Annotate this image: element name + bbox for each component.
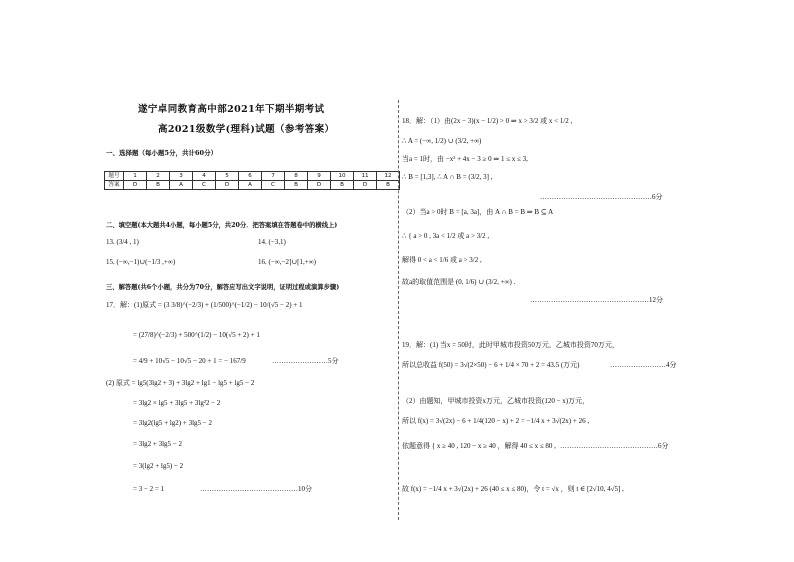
q19-line-1: 19．解：(1) 当x = 50时，此时甲城市投资50万元，乙城市投资70万元， [402,341,619,349]
section-solve-heading: 三、解答题(共6个小题，共分为70分，解答应写出文字说明，证明过程或演算步骤) [106,284,340,291]
q17-line-6: = 3lg2(lg5 + lg2) + 3lg5 − 2 [133,419,212,427]
table-row [105,181,400,190]
table-cell: D [354,181,377,190]
table-cell: A [170,181,193,190]
table-cell: 10 [331,172,354,181]
table-cell: D [124,181,147,190]
table-cell: 9 [308,172,331,181]
q19-line-4: 所以 f(x) = 3√(2x) − 6 + 1/4(120 − x) + 2 = −1/4 x + 3√(2x) + 26 , [402,417,590,425]
table-cell: 3 [170,172,193,181]
q17-line-7: = 3lg2 + 3lg5 − 2 [133,440,182,448]
table-cell: 6 [239,172,262,181]
answer-14: 14. (−3,1) [258,238,286,246]
section-fill-heading: 二、填空题(本大题共4小题，每小题5分，共20分．把答案填在答题卷中的横线上) [106,222,338,229]
q17-line-8: = 3(lg2 + lg5) − 2 [133,462,184,470]
table-cell: 2 [147,172,170,181]
answer-15: 15. (−∞,−1)∪(−1/3 ,+∞) [106,258,176,266]
table-cell: D [308,181,331,190]
q18-line-2: ∴ A = (−∞, 1/2) ∪ (3/2, +∞) [402,137,482,145]
table-cell: B [331,181,354,190]
table-cell: 8 [285,172,308,181]
section-choice-heading: 一、选择题（每小题5分，共计60分） [106,149,218,157]
table-cell: A [239,181,262,190]
answer-table [104,171,400,190]
table-cell: 7 [262,172,285,181]
table-cell: C [193,181,216,190]
q19-dots-6: ……………………………………6分 [560,442,669,450]
q17-line-2: = (27/8)^(−2/3) + 500^(1/2) − 10(√5 + 2) + 1 [133,331,260,339]
q17-line-1: 17．解：(1)原式 = (3 3/8)^(−2/3) + (1/500)^(−1/2) − 10/(√5 − 2) + 1 [106,301,303,309]
q17-line-5: = 3lg2 × lg5 + 3lg5 + 3lg²2 − 2 [133,399,221,407]
q19-line-2: 所以总收益 f(50) = 3√(2×50) − 6 + 1/4 × 70 + 2 = 43.5 (万元) [402,361,580,369]
q17-line-3: = 4/9 + 10√5 − 10√5 − 20 + 1 = − 167/9 [133,357,246,365]
table-cell: 答案 [105,181,124,190]
table-cell: 4 [193,172,216,181]
table-cell: 1 [124,172,147,181]
q18-line-8: 故a的取值范围是 (0, 1/6) ∪ (3/2, +∞) . [402,278,516,286]
exam-title: 遂宁卓同教育高中部2021年下期半期考试 [138,104,325,115]
q18-line-3: 当a = 1时，由 −x² + 4x − 3 ≥ 0 ⇒ 1 ≤ x ≤ 3, [402,155,528,163]
table-cell: D [216,181,239,190]
column-divider [398,100,399,520]
answer-16: 16. (−∞,−2]∪[1,+∞) [258,258,317,266]
q19-line-5: 依题意得 { x ≥ 40 , 120 − x ≥ 40 ，解得 40 ≤ x ≤ 80 , [402,442,556,450]
q19-line-3: （2）由题知，甲城市投资x万元，乙城市投资(120 − x)万元， [402,397,590,405]
q17-line-9: = 3 − 2 = 1 [133,485,165,493]
q18-line-6: ∴ { a > 0 , 3a < 1/2 或 a > 3/2 , [402,232,490,240]
table-cell: 12 [377,172,400,181]
q19-line-6: 故 f(x) = −1/4 x + 3√(2x) + 26 (40 ≤ x ≤ 80)，令 t = √x ，则 t ∈ [2√10, 4√5] , [402,485,624,493]
table-cell: 11 [354,172,377,181]
q17-line-4: (2) 原式 = lg5(3lg2 + 3) + 3lg2 + lg1 − lg5 + lg5 − 2 [106,379,255,387]
q19-dots-4: ……………………4分 [610,361,677,369]
q18-line-4: ∴ B = [1,3], ∴ A ∩ B = (3/2, 3] , [402,173,493,181]
table-cell: B [285,181,308,190]
q17-dots-10: ……………………………………10分 [200,485,312,493]
q18-dots-6: …………………………………………6分 [540,193,663,201]
q18-line-7: 解得 0 < a < 1/6 或 a > 3/2 , [402,256,482,264]
q18-dots-12: ……………………………………………12分 [530,296,663,304]
answer-13: 13. (3/4 , 1) [106,238,139,246]
table-row [105,172,400,181]
table-cell: C [262,181,285,190]
q18-line-5: （2）当a > 0时 B = [a, 3a]，由 A ∩ B = B ⇒ B ⊆ A [402,208,554,216]
table-cell: 5 [216,172,239,181]
answer-key-title: 高2021级数学(理科)试题（参考答案） [158,124,335,135]
table-cell: 题号 [105,172,124,181]
table-cell: B [147,181,170,190]
q18-line-1: 18．解：（1）由(2x − 3)(x − 1/2) > 0 ⇒ x > 3/2 或 x < 1/2 , [402,117,573,125]
table-cell: B [377,181,400,190]
q17-dots-5: ……………………5分 [272,357,339,365]
